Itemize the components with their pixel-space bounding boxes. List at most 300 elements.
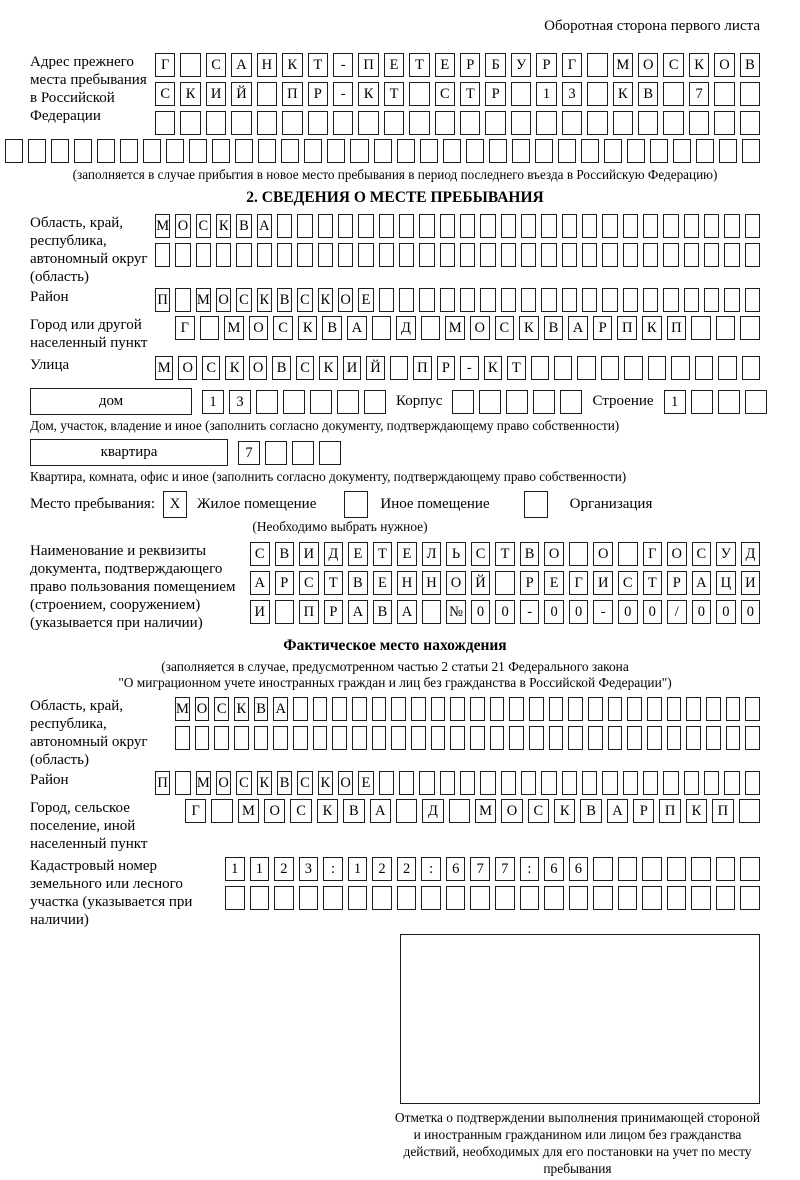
char-box [569,886,589,910]
char-box [443,139,461,163]
char-box: Т [507,356,525,380]
char-box: 0 [495,600,515,624]
char-box [618,857,638,881]
char-box [593,886,613,910]
prev-address-row-2 [155,82,760,106]
char-box: 0 [692,600,712,624]
char-box: М [155,214,170,238]
actual-location-note1: (заполняется в случае, предусмотренном частью 2 статьи 21 Федерального закона [161,659,629,674]
char-box: 0 [618,600,638,624]
char-box [310,390,332,414]
char-box [562,771,577,795]
char-box: К [642,316,662,340]
char-box: Г [643,542,663,566]
char-box [704,243,719,267]
char-box [740,857,760,881]
char-box: С [236,771,251,795]
char-box [480,214,495,238]
street-label: Улица [30,357,70,373]
char-box: 6 [569,857,589,881]
char-box: Б [485,53,505,77]
char-box: 3 [562,82,582,106]
char-box: Д [396,316,416,340]
char-box [663,214,678,238]
district-label: Район [30,289,69,305]
char-box [323,886,343,910]
char-box: К [484,356,502,380]
stay-place-label: Место пребывания: [30,496,155,512]
district-block [30,288,760,312]
char-box [319,441,341,465]
char-box: О [195,697,210,721]
char-box [740,886,760,910]
char-box: Г [562,53,582,77]
char-box [211,799,232,823]
char-box: 1 [202,390,224,414]
street-row [155,356,760,380]
char-box: 7 [689,82,709,106]
char-box: М [445,316,465,340]
char-box [541,771,556,795]
char-box [745,390,767,414]
char-box [372,697,387,721]
char-box: С [471,542,491,566]
char-box [277,214,292,238]
house-label-box: дом [30,388,192,415]
char-box [489,139,507,163]
char-box: : [520,857,540,881]
char-box: : [421,857,441,881]
char-box: С [202,356,220,380]
char-box: С [236,288,251,312]
char-box [536,111,556,135]
stay-place-row [30,491,760,518]
char-box: Й [471,571,491,595]
char-box [582,243,597,267]
char-box [391,697,406,721]
char-box: К [519,316,539,340]
char-box: - [460,356,478,380]
region-row-1 [155,214,760,238]
char-box [560,390,582,414]
char-box: К [613,82,633,106]
actual-location-title: Фактическое место нахождения [283,637,507,654]
char-box: К [317,799,338,823]
char-box [352,726,367,750]
char-box: 6 [446,857,466,881]
char-box: С [495,316,515,340]
char-box: О [667,542,687,566]
char-box: О [714,53,734,77]
char-box [200,316,220,340]
region2-boxes [175,697,760,750]
char-box [643,214,658,238]
char-box [180,111,200,135]
char-box [509,697,524,721]
house-block [30,388,760,415]
char-box [409,111,429,135]
char-box: 1 [250,857,270,881]
char-box [460,288,475,312]
char-box [256,390,278,414]
char-box [647,697,662,721]
char-box [714,111,734,135]
house-note: Дом, участок, владение и иное (заполнить согласно документу, подтверждающему право собственности) [30,418,620,433]
char-box [663,288,678,312]
district2-label: Район [30,772,69,788]
char-box [691,886,711,910]
char-box [490,726,505,750]
char-box [250,886,270,910]
char-box [175,726,190,750]
char-box: Й [231,82,251,106]
option-label-organization: Организация [569,496,653,512]
char-box: 0 [471,600,491,624]
char-box [313,726,328,750]
char-box: 3 [229,390,251,414]
char-box: В [580,799,601,823]
char-box: В [373,600,393,624]
prev-address-block [30,53,760,135]
char-box [452,390,474,414]
document-row-3 [250,600,760,624]
char-box [379,771,394,795]
char-box [236,243,251,267]
stay-place-note: (Необходимо выбрать нужное) [252,519,428,534]
section2-title: 2. СВЕДЕНИЯ О МЕСТЕ ПРЕБЫВАНИЯ [246,189,544,206]
char-box: С [273,316,293,340]
char-box: В [544,316,564,340]
char-box [627,139,645,163]
char-box [695,356,713,380]
char-box: С [206,53,226,77]
char-box: К [298,316,318,340]
char-box: П [712,799,733,823]
cadastre-row-2 [225,886,760,910]
char-box [391,726,406,750]
char-box: К [318,288,333,312]
char-box: Л [422,542,442,566]
char-box [726,726,741,750]
char-box: О [338,288,353,312]
region2-row-1 [175,697,760,721]
document-row-2 [250,571,760,595]
char-box [719,139,737,163]
char-box: О [178,356,196,380]
char-box [399,243,414,267]
char-box [740,82,760,106]
char-box: П [282,82,302,106]
char-box [419,214,434,238]
char-box [706,697,721,721]
checkbox-other-premises [344,491,368,518]
char-box [613,111,633,135]
char-box [541,243,556,267]
char-box [704,288,719,312]
char-box [396,799,417,823]
char-box [608,726,623,750]
char-box [663,771,678,795]
char-box: Р [308,82,328,106]
district2-row [155,771,760,795]
char-box [562,111,582,135]
char-box [558,139,576,163]
char-box [501,214,516,238]
char-box [742,356,760,380]
char-box: 1 [536,82,556,106]
char-box [714,82,734,106]
char-box [470,726,485,750]
char-box [214,726,229,750]
char-box: С [663,53,683,77]
char-box [724,214,739,238]
char-box [521,288,536,312]
char-box [587,53,607,77]
char-box: 1 [225,857,245,881]
char-box [642,886,662,910]
document-boxes [250,542,760,624]
char-box [196,243,211,267]
char-box [374,139,392,163]
char-box [235,139,253,163]
char-box [318,243,333,267]
char-box: У [511,53,531,77]
char-box [541,214,556,238]
char-box: Р [667,571,687,595]
district-row [155,288,760,312]
char-box [273,726,288,750]
char-box [74,139,92,163]
char-box [608,697,623,721]
checkbox-organization [524,491,548,518]
char-box [745,697,760,721]
char-box [450,726,465,750]
char-box: Т [308,53,328,77]
char-box: М [224,316,244,340]
char-box: Р [324,600,344,624]
char-box: Т [384,82,404,106]
char-box [420,139,438,163]
char-box [348,886,368,910]
city-block [30,316,760,352]
char-box: И [343,356,361,380]
char-box [281,139,299,163]
region-row-2 [155,243,760,267]
char-box [684,214,699,238]
char-box [706,726,721,750]
char-box [440,771,455,795]
char-box [143,139,161,163]
char-box: Р [460,53,480,77]
char-box [216,243,231,267]
char-box: К [257,288,272,312]
char-box [470,886,490,910]
char-box [686,697,701,721]
char-box [332,726,347,750]
char-box: Т [495,542,515,566]
char-box: Р [593,316,613,340]
char-box [745,288,760,312]
option-label-residential: Жилое помещение [197,496,317,512]
char-box: П [155,771,170,795]
apartment-note: Квартира, комната, офис и иное (заполнить согласно документу, подтверждающему право собственности) [30,469,627,484]
city2-block [30,799,760,853]
char-box: Е [373,571,393,595]
char-box: 0 [716,600,736,624]
char-box [450,697,465,721]
char-box [479,390,501,414]
char-box: 3 [299,857,319,881]
char-box [512,139,530,163]
char-box [440,214,455,238]
char-box: - [333,53,353,77]
char-box: Р [633,799,654,823]
char-box: 0 [643,600,663,624]
char-box [411,697,426,721]
char-box [195,726,210,750]
char-box [308,111,328,135]
char-box [332,697,347,721]
char-box [549,726,564,750]
char-box: В [322,316,342,340]
char-box [587,82,607,106]
prev-address-boxes [155,53,760,135]
char-box [716,316,736,340]
char-box: О [446,571,466,595]
char-box: И [299,542,319,566]
char-box: А [607,799,628,823]
char-box [460,243,475,267]
char-box [399,214,414,238]
street-block [30,356,760,380]
char-box [212,139,230,163]
char-box: 7 [238,441,260,465]
prev-address-note: (заполняется в случае прибытия в новое место пребывания в период последнего въезда в Российскую Федерацию) [72,167,718,182]
char-box: В [254,697,269,721]
char-box [411,726,426,750]
char-box: 2 [372,857,392,881]
char-box [724,243,739,267]
region2-row-2 [175,726,760,750]
cadastre-boxes [225,857,760,910]
city2-label: Город, сельское поселение, иной населенный пункт [30,800,148,852]
char-box [293,697,308,721]
char-box [663,82,683,106]
char-box [716,886,736,910]
char-box: Р [520,571,540,595]
char-box [435,111,455,135]
stamp-box [400,934,760,1104]
char-box: М [196,771,211,795]
char-box [372,726,387,750]
char-box [97,139,115,163]
char-box: О [264,799,285,823]
char-box [485,111,505,135]
char-box [667,697,682,721]
char-box [602,288,617,312]
char-box: Ц [716,571,736,595]
char-box: Г [155,53,175,77]
char-box [643,771,658,795]
char-box [390,356,408,380]
char-box: Е [358,288,373,312]
prev-address-label: Адрес прежнего места пребывания в Российской Федерации [30,54,147,124]
char-box [531,356,549,380]
char-box [643,243,658,267]
char-box [421,316,441,340]
char-box [684,243,699,267]
char-box [297,243,312,267]
char-box: Ь [446,542,466,566]
char-box [480,771,495,795]
document-label: Наименование и реквизиты документа, подтверждающего право пользования помещением (строением, сооружением) (указывается при наличии) [30,543,236,631]
char-box [671,356,689,380]
char-box [742,139,760,163]
char-box [274,886,294,910]
char-box: В [520,542,540,566]
char-box [618,886,638,910]
prev-address-row-3 [155,111,760,135]
char-box [623,771,638,795]
char-box: Т [373,542,393,566]
char-box: - [593,600,613,624]
char-box: Е [348,542,368,566]
char-box: Н [397,571,417,595]
char-box [718,390,740,414]
char-box [549,697,564,721]
char-box [568,697,583,721]
char-box: В [638,82,658,106]
char-box [569,542,589,566]
char-box [292,441,314,465]
char-box: Г [185,799,206,823]
char-box: Р [437,356,455,380]
char-box [446,886,466,910]
char-box: К [282,53,302,77]
char-box: Н [422,571,442,595]
char-box: О [249,316,269,340]
char-box [511,111,531,135]
char-box [696,139,714,163]
char-box [327,139,345,163]
char-box [521,214,536,238]
char-box [582,771,597,795]
char-box [397,139,415,163]
char-box [544,886,564,910]
char-box [421,886,441,910]
char-box [648,356,666,380]
char-box [562,288,577,312]
char-box: М [155,356,173,380]
char-box: Т [643,571,663,595]
region-boxes [155,214,760,267]
char-box: К [689,53,709,77]
char-box [602,243,617,267]
char-box [740,316,760,340]
char-box: Т [460,82,480,106]
char-box [350,139,368,163]
char-box: Д [422,799,443,823]
char-box [627,726,642,750]
char-box: П [299,600,319,624]
char-box [175,243,190,267]
char-box: С [250,542,270,566]
char-box [495,886,515,910]
char-box: И [206,82,226,106]
char-box [691,857,711,881]
char-box [501,243,516,267]
region2-label: Область, край, республика, автономный округ (область) [30,698,148,768]
